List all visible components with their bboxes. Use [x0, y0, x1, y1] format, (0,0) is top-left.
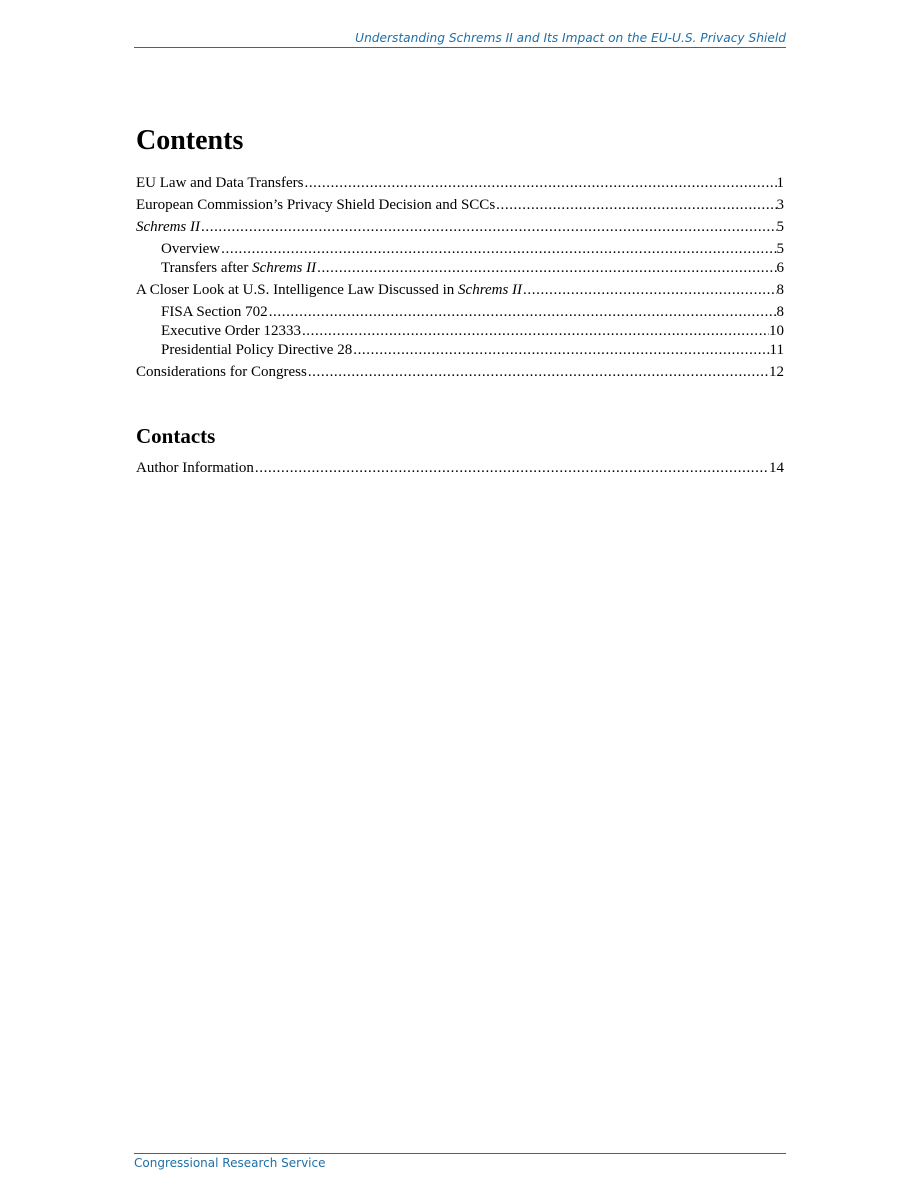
- toc-page-number: 1: [776, 175, 784, 191]
- toc-entry-title: European Commission’s Privacy Shield Decision and SCCs: [136, 197, 496, 213]
- contacts-list: [136, 459, 784, 478]
- running-header: [134, 31, 786, 48]
- toc-leader-dots: [254, 459, 769, 478]
- toc-page-number: 5: [776, 241, 784, 257]
- toc-entry[interactable]: [136, 174, 784, 193]
- toc-leader-dots: [268, 303, 777, 322]
- toc-page-number: 11: [769, 342, 784, 358]
- toc-subentry[interactable]: [136, 341, 784, 360]
- toc-page-number: 10: [769, 323, 784, 339]
- toc-entry-title: Presidential Policy Directive 28: [161, 342, 353, 358]
- toc-entry[interactable]: [136, 218, 784, 237]
- toc-leader-dots: [522, 281, 776, 300]
- toc-entry[interactable]: [136, 281, 784, 300]
- toc-subentry[interactable]: [136, 303, 784, 322]
- toc-page-number: 6: [776, 260, 784, 276]
- running-footer: [134, 1153, 786, 1171]
- contents-heading: Contents: [136, 125, 244, 156]
- toc-subentry[interactable]: [136, 240, 784, 259]
- toc-leader-dots: [220, 240, 776, 259]
- toc-subentry[interactable]: [136, 322, 784, 341]
- footer-organization: Congressional Research Service: [134, 1156, 326, 1170]
- contacts-heading: Contacts: [136, 424, 216, 448]
- toc-leader-dots: [352, 341, 769, 360]
- toc-page-number: 14: [769, 460, 784, 476]
- toc-entry-title: A Closer Look at U.S. Intelligence Law Discussed in Schrems II: [136, 282, 523, 298]
- toc-entry-title: Overview: [161, 241, 221, 257]
- toc-leader-dots: [316, 259, 776, 278]
- toc-entry-title: EU Law and Data Transfers: [136, 175, 304, 191]
- toc-leader-dots: [200, 218, 776, 237]
- toc-page-number: 5: [776, 219, 784, 235]
- toc-leader-dots: [307, 363, 769, 382]
- toc-entry-title: Executive Order 12333: [161, 323, 301, 339]
- toc-page-number: 3: [776, 197, 784, 213]
- toc-entry-title: Considerations for Congress: [136, 364, 307, 380]
- toc-subentry[interactable]: [136, 259, 784, 278]
- toc-entry[interactable]: [136, 459, 784, 478]
- toc-entry[interactable]: [136, 196, 784, 215]
- toc-entry-title: Author Information: [136, 460, 254, 476]
- toc-leader-dots: [495, 196, 776, 215]
- toc-page-number: 8: [776, 304, 784, 320]
- toc-page-number: 12: [769, 364, 784, 380]
- table-of-contents: [136, 174, 784, 382]
- toc-entry-title: Schrems II: [136, 219, 201, 235]
- toc-entry[interactable]: [136, 363, 784, 382]
- toc-entry-title: Transfers after Schrems II: [161, 260, 317, 276]
- toc-page-number: 8: [776, 282, 784, 298]
- toc-entry-title: FISA Section 702: [161, 304, 268, 320]
- toc-leader-dots: [301, 322, 769, 341]
- toc-leader-dots: [303, 174, 776, 193]
- running-header-title: Understanding Schrems II and Its Impact on the EU-U.S. Privacy Shield: [355, 31, 786, 45]
